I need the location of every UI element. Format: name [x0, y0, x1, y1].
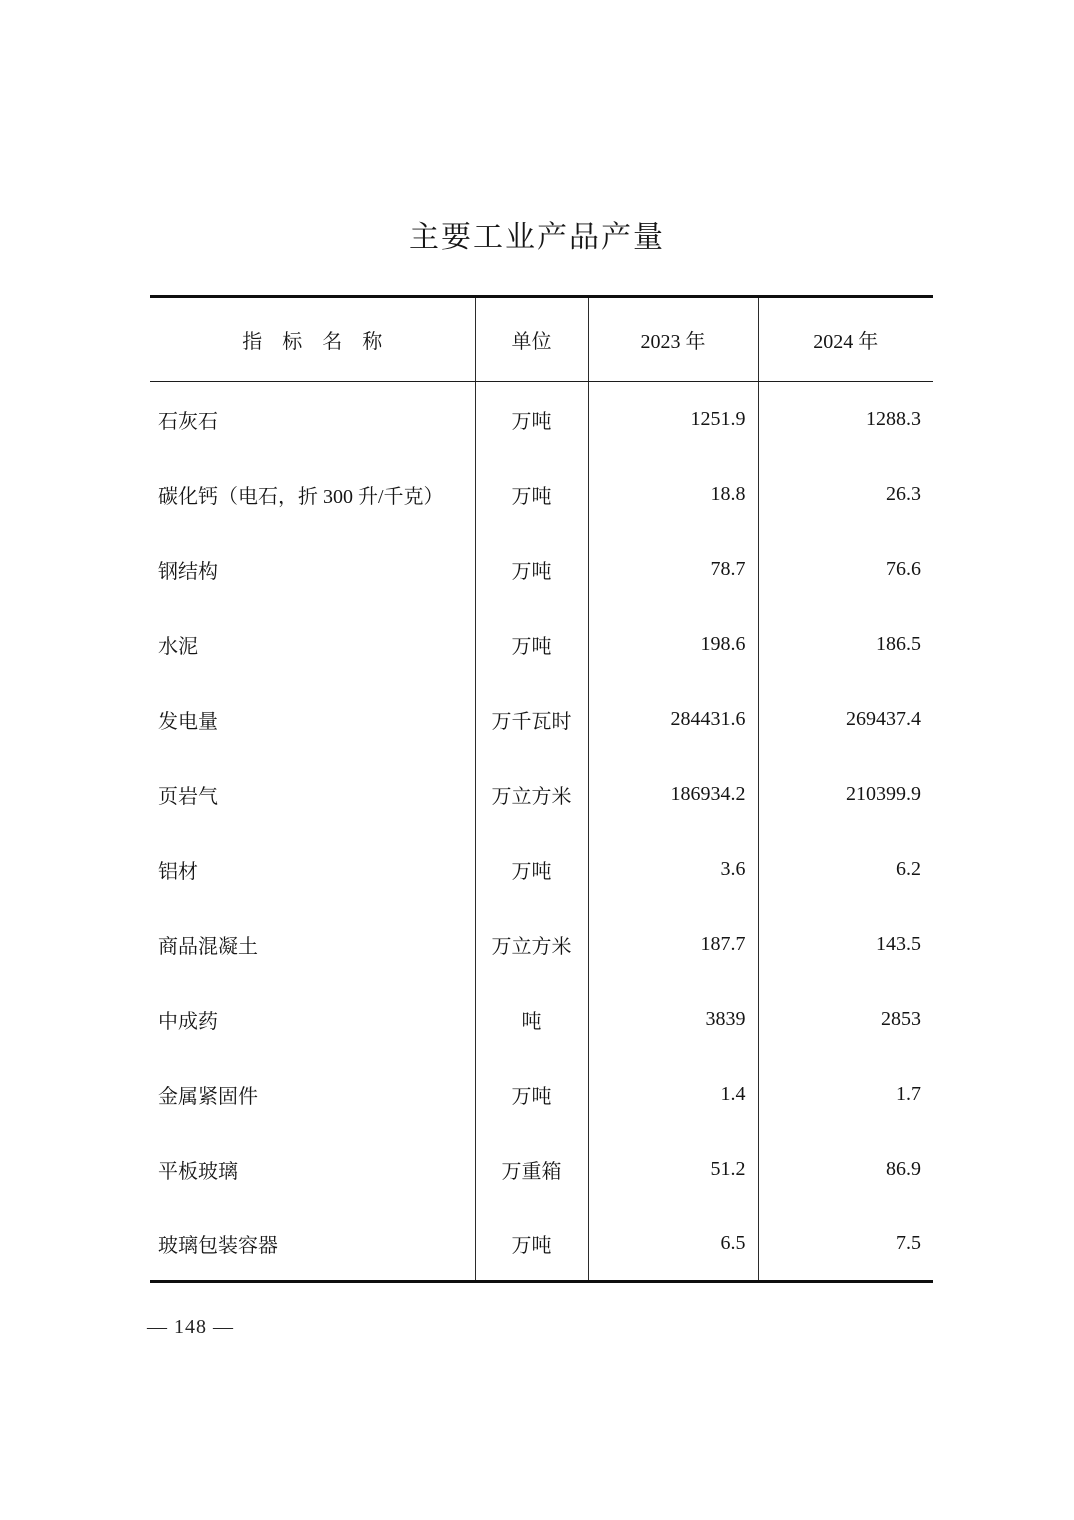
indicator-name: 玻璃包装容器: [150, 1207, 475, 1282]
value-2023: 186934.2: [588, 757, 758, 832]
table-row: [150, 382, 933, 457]
value-2024: 269437.4: [846, 707, 921, 730]
value-2023: 198.6: [588, 607, 758, 682]
header-unit: 单位: [475, 297, 588, 382]
table-row: [150, 757, 933, 832]
indicator-name: 铝材: [150, 832, 475, 907]
value-2023: 6.5: [588, 1207, 758, 1282]
page-title: 主要工业产品产量: [409, 221, 665, 254]
value-2023: 3.6: [588, 832, 758, 907]
value-2024: 6.2: [896, 857, 921, 880]
value-2023: 284431.6: [588, 682, 758, 757]
indicator-name: 平板玻璃: [150, 1132, 475, 1207]
table-row: [150, 982, 933, 1057]
header-year-2024: 2024 年: [758, 297, 933, 382]
indicator-name: 钢结构: [150, 532, 475, 607]
indicator-name: 中成药: [150, 982, 475, 1057]
indicator-name: 碳化钙（电石，折 300 升/千克）: [150, 457, 475, 532]
header-indicator-name: 指 标 名 称: [150, 297, 475, 382]
value-2023: 18.8: [588, 457, 758, 532]
unit-value: 万重箱: [475, 1132, 588, 1207]
value-2024: 186.5: [876, 632, 921, 655]
unit-value: 万立方米: [475, 907, 588, 982]
table-header-row: [150, 297, 933, 382]
value-2024: 143.5: [876, 932, 921, 955]
unit-value: 万吨: [475, 532, 588, 607]
indicator-name: 商品混凝土: [150, 907, 475, 982]
unit-value: 万吨: [475, 382, 588, 457]
value-2024: 1288.3: [866, 407, 921, 430]
table-row: [150, 607, 933, 682]
table-row: [150, 907, 933, 982]
indicator-name: 石灰石: [150, 382, 475, 457]
unit-value: 万吨: [475, 607, 588, 682]
value-2024: 210399.9: [846, 782, 921, 805]
value-2023: 51.2: [588, 1132, 758, 1207]
unit-value: 万吨: [475, 1207, 588, 1282]
header-year-2023: 2023 年: [588, 297, 758, 382]
table-row: [150, 457, 933, 532]
indicator-name: 水泥: [150, 607, 475, 682]
unit-value: 万立方米: [475, 757, 588, 832]
value-2024: 86.9: [886, 1157, 921, 1180]
table-row: [150, 1207, 933, 1282]
table-row: [150, 532, 933, 607]
value-2023: 1.4: [588, 1057, 758, 1132]
unit-value: 万吨: [475, 1057, 588, 1132]
unit-value: 万吨: [475, 457, 588, 532]
value-2024: 2853: [881, 1007, 921, 1030]
value-2023: 3839: [588, 982, 758, 1057]
value-2023: 187.7: [588, 907, 758, 982]
value-2023: 78.7: [588, 532, 758, 607]
value-2024: 7.5: [896, 1231, 921, 1254]
table-row: [150, 1057, 933, 1132]
industrial-output-table: [150, 295, 933, 1283]
unit-value: 万千瓦时: [475, 682, 588, 757]
value-2024: 26.3: [886, 482, 921, 505]
indicator-name: 金属紧固件: [150, 1057, 475, 1132]
value-2023: 1251.9: [588, 382, 758, 457]
table-row: [150, 1132, 933, 1207]
indicator-name: 发电量: [150, 682, 475, 757]
indicator-name: 页岩气: [150, 757, 475, 832]
table-row: [150, 832, 933, 907]
table-row: [150, 682, 933, 757]
page-number: — 148 —: [147, 1316, 234, 1338]
value-2024: 1.7: [896, 1082, 921, 1105]
unit-value: 万吨: [475, 832, 588, 907]
unit-value: 吨: [475, 982, 588, 1057]
value-2024: 76.6: [886, 557, 921, 580]
